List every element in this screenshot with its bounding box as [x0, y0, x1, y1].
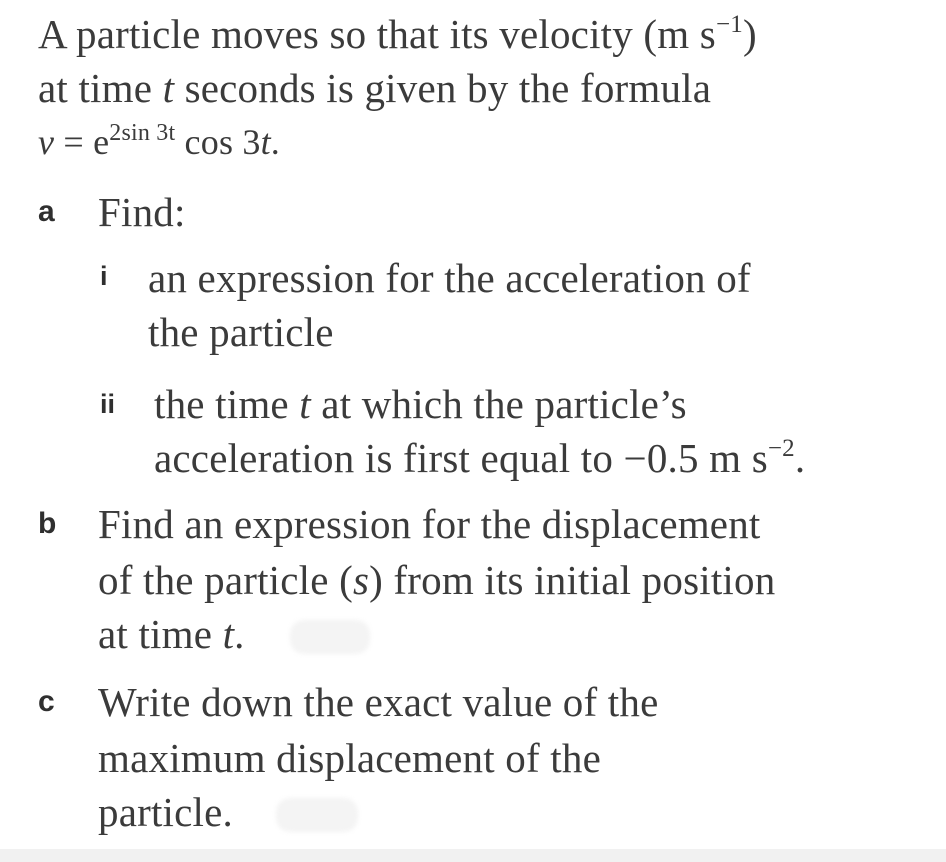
- variable-s: s: [352, 557, 370, 603]
- part-c-line-1: Write down the exact value of the: [98, 679, 659, 725]
- variable-t: t: [222, 611, 235, 657]
- formula-end: .: [270, 122, 280, 162]
- unit-superscript: −1: [715, 11, 743, 38]
- text: at time: [98, 611, 223, 657]
- intro-line-1: [38, 8, 757, 67]
- text: acceleration is first equal to −0.5 m s: [154, 435, 768, 481]
- part-b-line-1: Find an expression for the displacement: [98, 501, 761, 547]
- part-a-i-marker: i: [100, 261, 108, 291]
- variable-v: v: [38, 122, 55, 162]
- intro-text: A particle moves so that its velocity (m s: [38, 11, 716, 57]
- intro-line-2: [38, 62, 711, 114]
- intro-text-end: ): [742, 11, 757, 57]
- text-end: ) from its initial position: [369, 557, 776, 603]
- part-a-heading: Find:: [98, 189, 186, 235]
- part-b-marker: b: [38, 507, 57, 540]
- erased-smudge: [290, 620, 370, 654]
- variable-t: t: [162, 65, 175, 111]
- part-a-ii-line-2: [154, 432, 805, 491]
- text: the time: [154, 381, 300, 427]
- part-c-marker: c: [38, 685, 55, 718]
- part-a-i-line-1: an expression for the acceleration of: [148, 255, 751, 301]
- part-b-line-2: [98, 554, 775, 606]
- text-end: .: [234, 611, 245, 657]
- unit-superscript: −2: [767, 435, 795, 462]
- part-b-line-3: [98, 608, 245, 660]
- intro-text: at time: [38, 65, 163, 111]
- part-a-ii-line-1: [154, 378, 687, 430]
- part-c-line-3: particle.: [98, 789, 233, 835]
- part-c-line-2: maximum displacement of the: [98, 735, 601, 781]
- text: of the particle (: [98, 557, 353, 603]
- formula-base: = e: [54, 122, 110, 162]
- bottom-divider: [0, 849, 946, 862]
- formula-exponent: 2sin 3t: [109, 120, 176, 146]
- erased-smudge: [276, 798, 358, 832]
- part-a-marker: a: [38, 195, 55, 228]
- formula-cos: cos 3: [175, 122, 261, 162]
- part-a-i-line-2: the particle: [148, 309, 334, 355]
- variable-t: t: [260, 122, 271, 162]
- text-end: .: [794, 435, 806, 481]
- part-a-ii-marker: ii: [100, 389, 116, 419]
- text-end: at which the particle’s: [310, 381, 687, 427]
- intro-text-end: seconds is given by the formula: [174, 65, 712, 111]
- variable-t: t: [299, 381, 311, 427]
- velocity-formula: [38, 116, 280, 173]
